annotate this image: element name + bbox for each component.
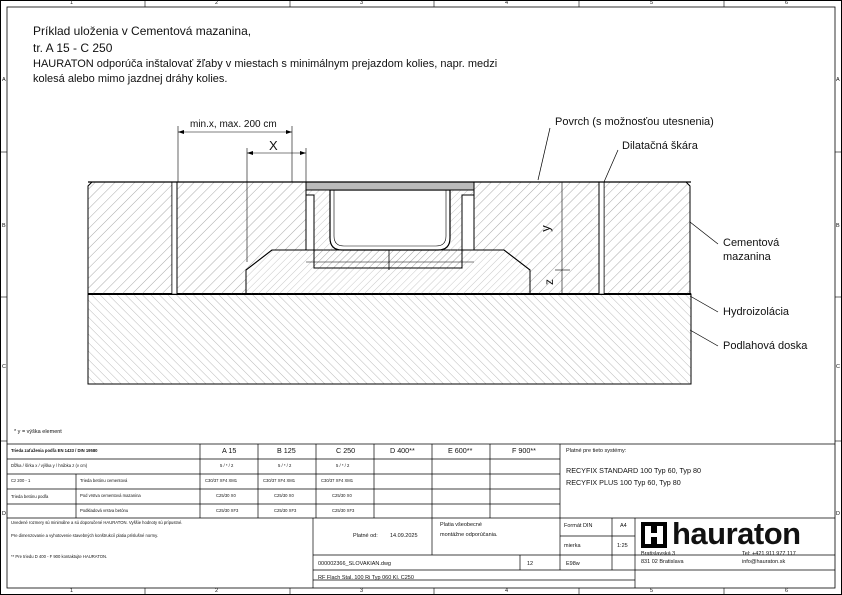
row-label-c: C [2, 364, 6, 370]
label-screed-1: Cementová [723, 237, 780, 249]
column-label-4: 4 [505, 0, 509, 6]
class-header: Trieda zaťaženia podľa EN 1433 / DIN 19580 [11, 448, 98, 453]
row-width-b125: 5 / * / 2 [278, 463, 292, 468]
row-width-a15: 5 / * / 2 [220, 463, 234, 468]
row-width-c250: 5 / * / 2 [336, 463, 350, 468]
column-label-2: 2 [215, 0, 219, 6]
class-c250: C 250 [336, 446, 356, 455]
system-1: RECYFIX STANDARD 100 Typ 60, Typ 80 [566, 466, 702, 475]
valid-from-date: 14.09.2025 [390, 533, 418, 539]
description-line-1: HAURATON odporúča inštalovať žľaby v miestach s minimálnym prejazdom kolies, napr. medzi [33, 58, 498, 70]
class-e600: E 600** [448, 446, 473, 455]
label-screed-2: mazanina [723, 251, 771, 263]
channel-grate [306, 182, 474, 190]
title-line-1: Príklad uloženia v Cementová mazanina, [33, 24, 252, 38]
row-sub-c250: C25/30 XF3 [332, 508, 355, 513]
class-d400: D 400** [390, 446, 415, 455]
column-label-3: 3 [360, 0, 364, 6]
label-surface: Povrch (s možnosťou utesnenia) [555, 116, 714, 128]
description-line-2: kolesá alebo mimo jazdnej dráhy kolies. [33, 73, 228, 85]
floor-slab [88, 294, 691, 384]
product-name: RF Flach Stal. 100 Ri Typ 060 Kl. C250 [318, 575, 414, 581]
valid-from-label: Platné od: [353, 533, 378, 539]
hauraton-logo-mark [641, 522, 667, 548]
scale-value: 1:25 [617, 543, 628, 549]
side-label-1: Cz 200 - 1 [11, 478, 31, 483]
row-sub-a15: C25/30 XF3 [216, 508, 239, 513]
class-f900: F 900** [512, 446, 536, 455]
expansion-joint-right [599, 182, 604, 294]
row-sub-label: Podkladová vrstva betónu [80, 508, 129, 513]
label-slab: Podlahová doska [723, 340, 808, 352]
system-2: RECYFIX PLUS 100 Typ 60, Typ 80 [566, 478, 681, 487]
column-label-6-bottom: 6 [785, 588, 789, 594]
note-2: Pre dimenzovanie a vyhotovenie stavebných konštrukcií platia príslušné normy. [11, 533, 159, 538]
row-concrete-c250: C30/37 XF4 XM1 [321, 478, 354, 483]
sheet-number: 12 [527, 561, 534, 567]
row-bed-label: Pod vrstva cementová mazanina [80, 493, 141, 498]
row-bed-b125: C25/30 X0 [274, 493, 294, 498]
column-label-1-bottom: 1 [70, 588, 74, 594]
expansion-joint-left [172, 182, 177, 294]
row-label-b: B [2, 223, 6, 229]
row-concrete-label: Trieda betónu cementová [80, 478, 128, 483]
screed-left [88, 182, 172, 294]
company-phone: Tel: +421 911 977 117 [742, 551, 796, 557]
screed-right [604, 182, 690, 294]
company-address-2: 831 02 Bratislava [641, 559, 684, 565]
column-label-6: 6 [785, 0, 789, 6]
row-label-c-right: C [836, 364, 840, 370]
row-bed-c250: C25/30 X0 [332, 493, 352, 498]
company-logo-text: hauraton [672, 516, 801, 551]
column-label-3-bottom: 3 [360, 588, 364, 594]
valid-header: Platné pre tieto systémy: [566, 448, 627, 454]
column-label-2-bottom: 2 [215, 588, 219, 594]
column-label-4-bottom: 4 [505, 588, 509, 594]
row-label-d-right: D [836, 511, 840, 517]
row-sub-b125: C25/30 XF3 [274, 508, 297, 513]
dim-y-label: y [537, 225, 553, 232]
title-line-2: tr. A 15 - C 250 [33, 41, 113, 55]
row-label-d: D [2, 511, 6, 517]
column-label-5: 5 [650, 0, 654, 6]
general-note-2: montážne odporúčania. [440, 532, 498, 538]
note-3: ** Pre triedu D 400 - F 900 kontaktujte HAURATON. [11, 554, 108, 559]
row-label-a: A [2, 77, 6, 83]
row-label-b-right: B [836, 223, 840, 229]
format-label: Formát DIN [564, 523, 593, 529]
class-a15: A 15 [222, 446, 237, 455]
general-note-1: Platia všeobecné [440, 522, 482, 528]
row-concrete-a15: C30/37 XF4 XM1 [205, 478, 238, 483]
column-label-1: 1 [70, 0, 74, 6]
column-label-5-bottom: 5 [650, 588, 654, 594]
edition: E98w [566, 561, 580, 567]
company-email: info@hauraton.sk [742, 559, 786, 565]
label-waterproof: Hydroizolácia [723, 306, 790, 318]
label-joint: Dilatačná škára [622, 140, 698, 152]
dim-z-label: z [542, 279, 556, 285]
note-1: Uvedené rozmery sú minimálne a sú doporučené HAURATON. Vyššie hodnoty sú prípustné. [11, 520, 183, 525]
format-value: A4 [620, 523, 627, 529]
footnote-y: * y = výška element [14, 429, 62, 435]
side-label-2: Trieda betónu podľa [11, 494, 49, 499]
scale-label: mierka [564, 543, 581, 549]
dim-x-label: X [269, 138, 278, 153]
dim-min-max-label: min.x, max. 200 cm [190, 119, 277, 130]
company-address-1: Bratislavská 3 [641, 551, 676, 557]
row-concrete-b125: C30/37 XF4 XM1 [263, 478, 296, 483]
drawing-number: 000002366_SLOVAKIAN.dwg [318, 561, 391, 567]
row-width-label: Dĺžka / šírka x / výška y / hrúbka z (v cm) [11, 463, 88, 468]
channel-inner [330, 190, 450, 250]
row-bed-a15: C25/30 X0 [216, 493, 236, 498]
class-b125: B 125 [277, 446, 296, 455]
row-label-a-right: A [836, 77, 840, 83]
